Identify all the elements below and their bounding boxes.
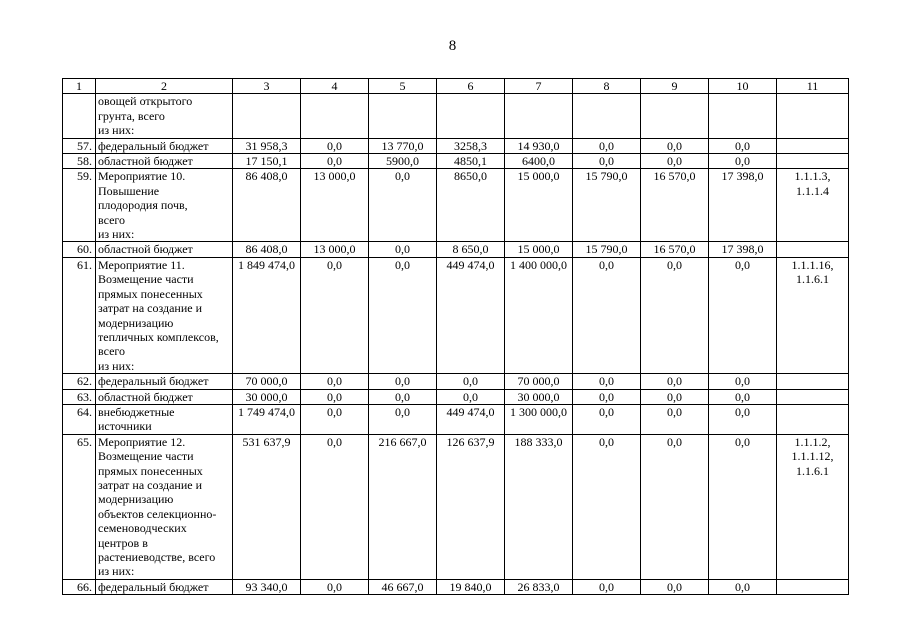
reference-cell	[777, 389, 849, 404]
value-cell: 0,0	[573, 404, 641, 434]
value-cell: 16 570,0	[641, 169, 709, 242]
value-cell: 0,0	[573, 138, 641, 153]
header-row	[63, 79, 849, 94]
header-cell: 6	[437, 79, 505, 94]
page-number: 8	[448, 38, 457, 54]
value-cell: 0,0	[641, 579, 709, 594]
value-cell: 0,0	[709, 374, 777, 389]
value-cell: 15 000,0	[505, 242, 573, 257]
value-cell: 17 398,0	[709, 169, 777, 242]
value-cell: 0,0	[573, 257, 641, 373]
value-cell: 531 637,9	[233, 434, 301, 579]
reference-cell	[777, 154, 849, 169]
value-cell: 0,0	[709, 579, 777, 594]
value-cell: 17 150,1	[233, 154, 301, 169]
value-cell: 126 637,9	[437, 434, 505, 579]
value-cell	[709, 94, 777, 138]
row-number-cell	[63, 94, 96, 138]
value-cell: 6400,0	[505, 154, 573, 169]
table-row	[63, 389, 849, 404]
value-cell: 70 000,0	[505, 374, 573, 389]
header-cell: 5	[369, 79, 437, 94]
value-cell: 0,0	[641, 374, 709, 389]
value-cell: 19 840,0	[437, 579, 505, 594]
value-cell: 449 474,0	[437, 257, 505, 373]
row-name-cell: овощей открытого грунта, всего из них:	[96, 94, 233, 138]
value-cell: 5900,0	[369, 154, 437, 169]
row-number-cell: 57.	[63, 138, 96, 153]
reference-cell	[777, 579, 849, 594]
value-cell: 0,0	[301, 154, 369, 169]
value-cell: 0,0	[301, 404, 369, 434]
value-cell: 93 340,0	[233, 579, 301, 594]
row-number-cell: 58.	[63, 154, 96, 169]
value-cell: 0,0	[437, 389, 505, 404]
value-cell: 0,0	[709, 404, 777, 434]
row-number-cell: 63.	[63, 389, 96, 404]
header-cell: 1	[63, 79, 96, 94]
value-cell: 15 790,0	[573, 169, 641, 242]
reference-cell	[777, 138, 849, 153]
value-cell: 0,0	[573, 374, 641, 389]
table-row	[63, 138, 849, 153]
value-cell: 0,0	[437, 374, 505, 389]
value-cell: 0,0	[301, 257, 369, 373]
value-cell: 0,0	[369, 389, 437, 404]
value-cell	[369, 94, 437, 138]
value-cell: 0,0	[369, 169, 437, 242]
value-cell: 0,0	[641, 138, 709, 153]
table-row	[63, 404, 849, 434]
reference-cell	[777, 374, 849, 389]
value-cell: 0,0	[573, 154, 641, 169]
header-cell: 9	[641, 79, 709, 94]
table-row	[63, 94, 849, 138]
value-cell: 1 749 474,0	[233, 404, 301, 434]
value-cell: 13 770,0	[369, 138, 437, 153]
row-number-cell: 66.	[63, 579, 96, 594]
table-row	[63, 242, 849, 257]
row-name-cell: Мероприятие 11. Возмещение части прямых понесенных затрат на создание и модернизацию тепличных комплексов, всего из них:	[96, 257, 233, 373]
row-name-cell: областной бюджет	[96, 154, 233, 169]
value-cell: 0,0	[573, 434, 641, 579]
value-cell: 46 667,0	[369, 579, 437, 594]
value-cell: 4850,1	[437, 154, 505, 169]
table-body	[63, 79, 849, 595]
value-cell: 0,0	[573, 389, 641, 404]
table-row	[63, 579, 849, 594]
row-number-cell: 65.	[63, 434, 96, 579]
value-cell: 0,0	[709, 389, 777, 404]
value-cell: 0,0	[709, 138, 777, 153]
value-cell: 0,0	[641, 404, 709, 434]
value-cell	[641, 94, 709, 138]
value-cell: 13 000,0	[301, 169, 369, 242]
budget-table-wrapper	[62, 78, 849, 595]
row-number-cell: 62.	[63, 374, 96, 389]
row-number-cell: 59.	[63, 169, 96, 242]
header-cell: 4	[301, 79, 369, 94]
value-cell: 8 650,0	[437, 242, 505, 257]
value-cell: 3258,3	[437, 138, 505, 153]
value-cell: 0,0	[301, 434, 369, 579]
reference-cell: 1.1.1.16, 1.1.6.1	[777, 257, 849, 373]
header-cell: 11	[777, 79, 849, 94]
reference-cell	[777, 242, 849, 257]
value-cell: 30 000,0	[505, 389, 573, 404]
row-number-cell: 64.	[63, 404, 96, 434]
row-name-cell: Мероприятие 10. Повышение плодородия почв, всего из них:	[96, 169, 233, 242]
reference-cell: 1.1.1.3, 1.1.1.4	[777, 169, 849, 242]
table-row	[63, 374, 849, 389]
value-cell	[573, 94, 641, 138]
value-cell: 0,0	[641, 257, 709, 373]
value-cell: 16 570,0	[641, 242, 709, 257]
value-cell: 0,0	[301, 389, 369, 404]
value-cell: 31 958,3	[233, 138, 301, 153]
row-name-cell: Мероприятие 12. Возмещение части прямых понесенных затрат на создание и модернизацию объектов селекционно- семеноводческих центров в растениеводстве, всего из них:	[96, 434, 233, 579]
header-cell: 8	[573, 79, 641, 94]
value-cell	[301, 94, 369, 138]
value-cell: 70 000,0	[233, 374, 301, 389]
value-cell: 0,0	[301, 579, 369, 594]
value-cell: 15 790,0	[573, 242, 641, 257]
table-row	[63, 154, 849, 169]
reference-cell: 1.1.1.2, 1.1.1.12, 1.1.6.1	[777, 434, 849, 579]
value-cell: 1 400 000,0	[505, 257, 573, 373]
value-cell: 216 667,0	[369, 434, 437, 579]
value-cell	[505, 94, 573, 138]
value-cell: 1 300 000,0	[505, 404, 573, 434]
reference-cell	[777, 94, 849, 138]
value-cell: 8650,0	[437, 169, 505, 242]
value-cell: 15 000,0	[505, 169, 573, 242]
table-row	[63, 169, 849, 242]
value-cell: 1 849 474,0	[233, 257, 301, 373]
value-cell: 0,0	[301, 374, 369, 389]
value-cell: 0,0	[369, 242, 437, 257]
value-cell: 188 333,0	[505, 434, 573, 579]
row-name-cell: областной бюджет	[96, 242, 233, 257]
value-cell: 0,0	[369, 404, 437, 434]
header-cell: 7	[505, 79, 573, 94]
header-cell: 3	[233, 79, 301, 94]
reference-cell	[777, 404, 849, 434]
value-cell: 0,0	[709, 154, 777, 169]
table-row	[63, 434, 849, 579]
table-row	[63, 257, 849, 373]
value-cell: 30 000,0	[233, 389, 301, 404]
row-name-cell: областной бюджет	[96, 389, 233, 404]
row-name-cell: федеральный бюджет	[96, 579, 233, 594]
row-number-cell: 60.	[63, 242, 96, 257]
budget-table	[62, 78, 849, 595]
row-name-cell: федеральный бюджет	[96, 138, 233, 153]
value-cell: 0,0	[641, 434, 709, 579]
header-cell: 2	[96, 79, 233, 94]
value-cell: 0,0	[573, 579, 641, 594]
value-cell: 86 408,0	[233, 169, 301, 242]
value-cell: 0,0	[641, 154, 709, 169]
value-cell	[437, 94, 505, 138]
row-name-cell: внебюджетные источники	[96, 404, 233, 434]
value-cell: 0,0	[369, 257, 437, 373]
header-cell: 10	[709, 79, 777, 94]
value-cell: 0,0	[709, 434, 777, 579]
value-cell: 14 930,0	[505, 138, 573, 153]
value-cell: 0,0	[369, 374, 437, 389]
row-name-cell: федеральный бюджет	[96, 374, 233, 389]
value-cell: 449 474,0	[437, 404, 505, 434]
value-cell	[233, 94, 301, 138]
value-cell: 0,0	[709, 257, 777, 373]
row-number-cell: 61.	[63, 257, 96, 373]
value-cell: 26 833,0	[505, 579, 573, 594]
value-cell: 17 398,0	[709, 242, 777, 257]
value-cell: 13 000,0	[301, 242, 369, 257]
value-cell: 86 408,0	[233, 242, 301, 257]
value-cell: 0,0	[641, 389, 709, 404]
value-cell: 0,0	[301, 138, 369, 153]
